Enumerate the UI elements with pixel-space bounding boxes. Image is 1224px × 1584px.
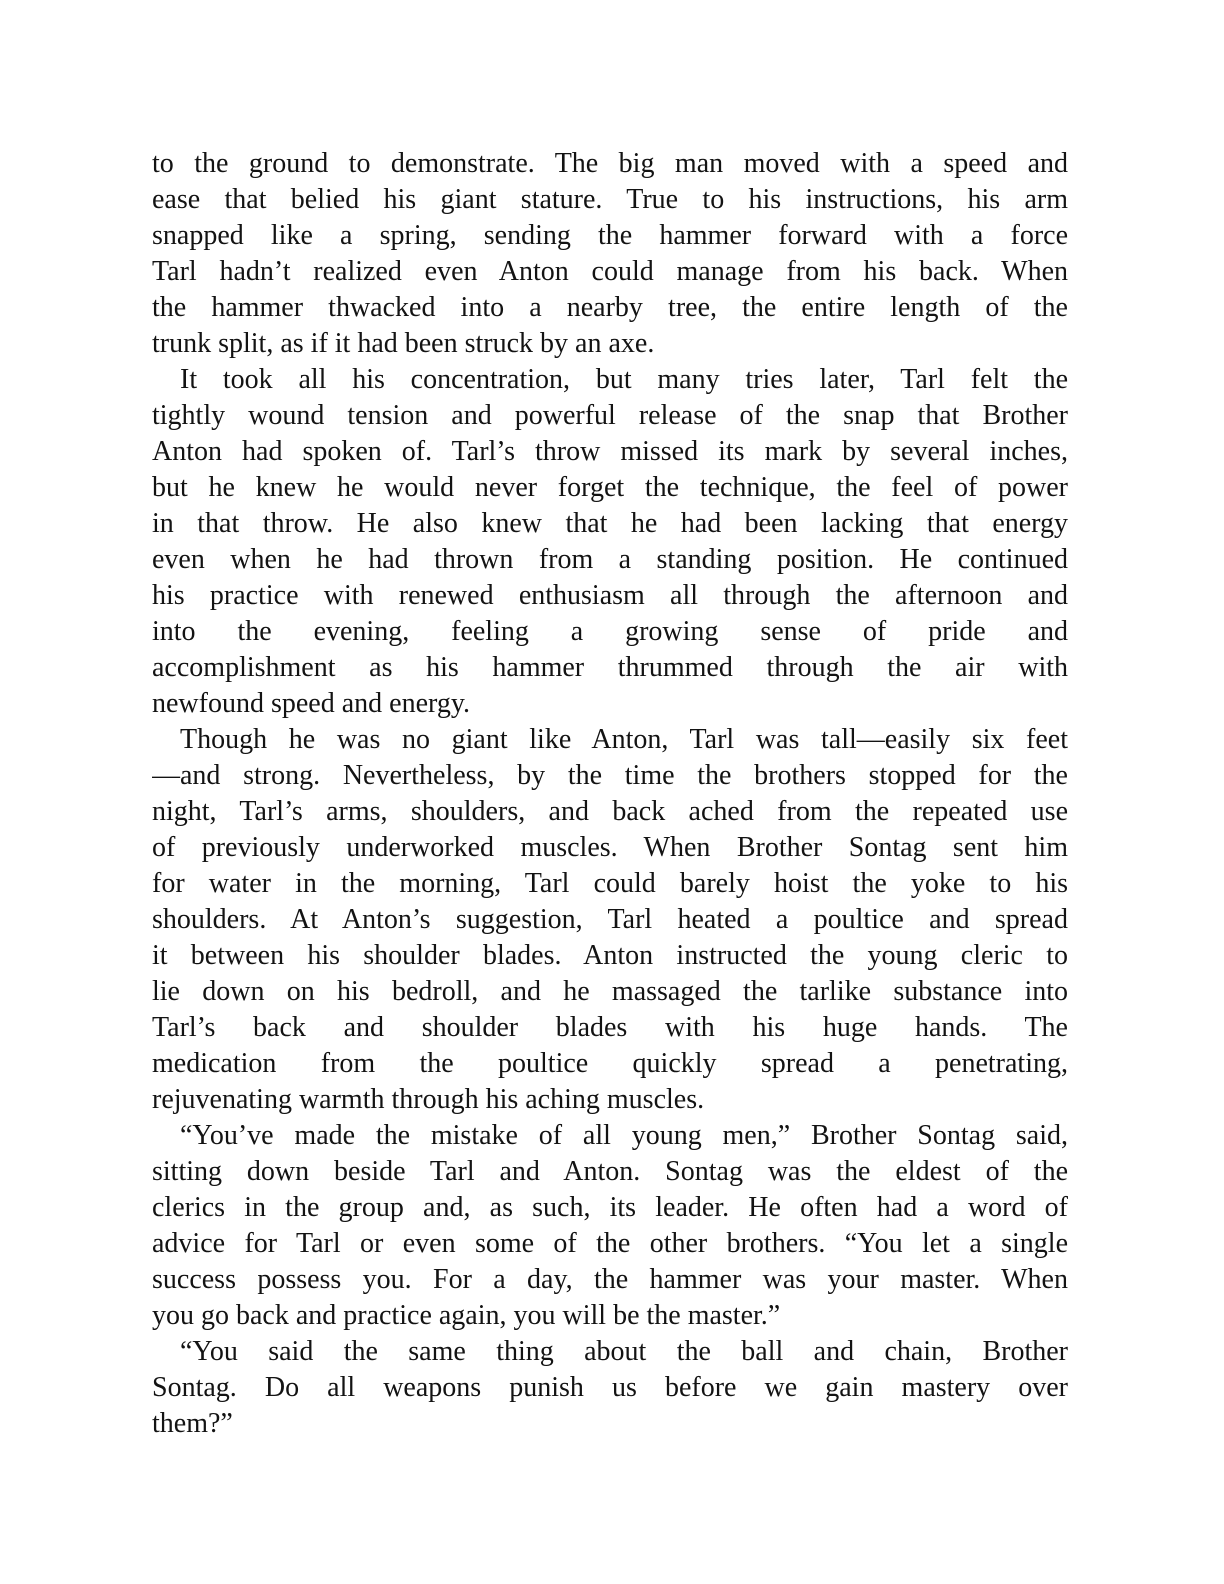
text-line: even when he had thrown from a standing position. He continued <box>152 544 1068 575</box>
text-line: his practice with renewed enthusiasm all through the afternoon and <box>152 580 1068 611</box>
text-line: you go back and practice again, you will be the master.” <box>152 1300 781 1331</box>
paragraph <box>152 146 1068 362</box>
text-line: Tarl’s back and shoulder blades with his huge hands. The <box>152 1012 1068 1043</box>
text-line: tightly wound tension and powerful release of the snap that Brother <box>152 400 1068 431</box>
text-line: sitting down beside Tarl and Anton. Sontag was the eldest of the <box>152 1156 1068 1187</box>
text-line: Tarl hadn’t realized even Anton could manage from his back. When <box>152 256 1068 287</box>
text-line: shoulders. At Anton’s suggestion, Tarl heated a poultice and spread <box>152 904 1068 935</box>
text-line: of previously underworked muscles. When Brother Sontag sent him <box>152 832 1068 863</box>
text-line: newfound speed and energy. <box>152 688 471 719</box>
text-line: rejuvenating warmth through his aching muscles. <box>152 1084 705 1115</box>
text-line: success possess you. For a day, the hammer was your master. When <box>152 1264 1068 1295</box>
text-line: clerics in the group and, as such, its leader. He often had a word of <box>152 1192 1068 1223</box>
page-text <box>152 146 1068 1442</box>
text-line: “You said the same thing about the ball and chain, Brother <box>180 1336 1068 1367</box>
text-line: —and strong. Nevertheless, by the time the brothers stopped for the <box>152 760 1068 791</box>
paragraph <box>152 722 1068 1118</box>
text-line: into the evening, feeling a growing sense of pride and <box>152 616 1068 647</box>
text-line: It took all his concentration, but many tries later, Tarl felt the <box>180 364 1068 395</box>
text-line: Sontag. Do all weapons punish us before we gain mastery over <box>152 1372 1068 1403</box>
text-line: Anton had spoken of. Tarl’s throw missed its mark by several inches, <box>152 436 1068 467</box>
text-line: trunk split, as if it had been struck by an axe. <box>152 328 655 359</box>
text-line: snapped like a spring, sending the hammer forward with a force <box>152 220 1068 251</box>
text-line: ease that belied his giant stature. True to his instructions, his arm <box>152 184 1068 215</box>
text-line: for water in the morning, Tarl could barely hoist the yoke to his <box>152 868 1068 899</box>
text-line: lie down on his bedroll, and he massaged the tarlike substance into <box>152 976 1068 1007</box>
text-line: it between his shoulder blades. Anton instructed the young cleric to <box>152 940 1068 971</box>
text-line: to the ground to demonstrate. The big man moved with a speed and <box>152 148 1068 179</box>
text-line: “You’ve made the mistake of all young men,” Brother Sontag said, <box>180 1120 1068 1151</box>
text-line: night, Tarl’s arms, shoulders, and back ached from the repeated use <box>152 796 1068 827</box>
text-line: Though he was no giant like Anton, Tarl was tall—easily six feet <box>180 724 1068 755</box>
text-line: the hammer thwacked into a nearby tree, the entire length of the <box>152 292 1068 323</box>
text-line: accomplishment as his hammer thrummed through the air with <box>152 652 1068 683</box>
paragraph <box>152 1118 1068 1334</box>
text-line: them?” <box>152 1408 233 1439</box>
paragraph <box>152 1334 1068 1442</box>
paragraph <box>152 362 1068 722</box>
text-line: medication from the poultice quickly spread a penetrating, <box>152 1048 1068 1079</box>
text-line: in that throw. He also knew that he had been lacking that energy <box>152 508 1068 539</box>
text-line: advice for Tarl or even some of the other brothers. “You let a single <box>152 1228 1068 1259</box>
text-line: but he knew he would never forget the technique, the feel of power <box>152 472 1068 503</box>
